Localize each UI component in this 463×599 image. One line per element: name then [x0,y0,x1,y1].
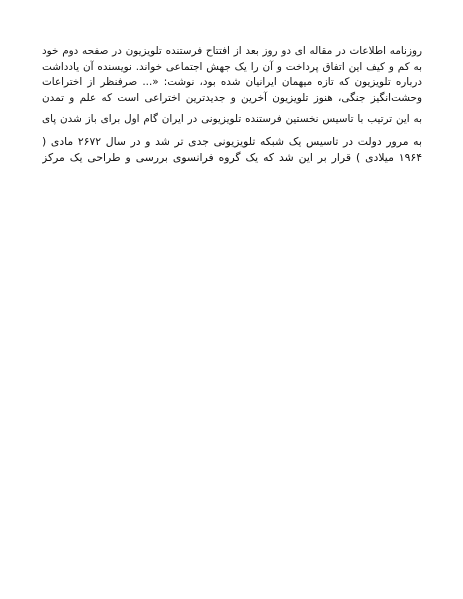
paragraph-4 [42,134,422,166]
text-line: به مرور دولت در تاسیس یک شبکه تلویزیونی جدی تر شد و در سال ۲۶۷۲ مادی ( [42,134,422,148]
text-line: روزنامه اطلاعات در مقاله ای دو روز بعد از افتتاح فرستنده تلویزیون در صفحه دوم خود [42,45,422,57]
text-line: درباره تلویزیون که تازه میهمان ایرانیان شده بود، نوشت: «... صرفنظر از اختراعات [42,76,422,89]
text-line: وحشت‌انگیز جنگی، هنوز تلویزیون آخرین و جدیدترین اختراعی است که علم و تمدن [42,91,422,104]
paragraph-1 [42,44,422,106]
text-line: به این ترتیب با تاسیس نخستین فرستنده تلویزیونی در ایران گام اول برای باز شدن پای [42,113,422,126]
text-line: به کم و کیف این اتفاق پرداخت و آن را یک جهش اجتماعی خواند. نویسنده آن یادداشت [42,60,422,73]
paragraph-3 [42,112,422,128]
document-page [42,44,422,172]
text-line: ۱۹۶۴ میلادی ) قرار بر این شد که یک گروه فرانسوی بررسی و طراحی یک مرکز [42,150,422,164]
